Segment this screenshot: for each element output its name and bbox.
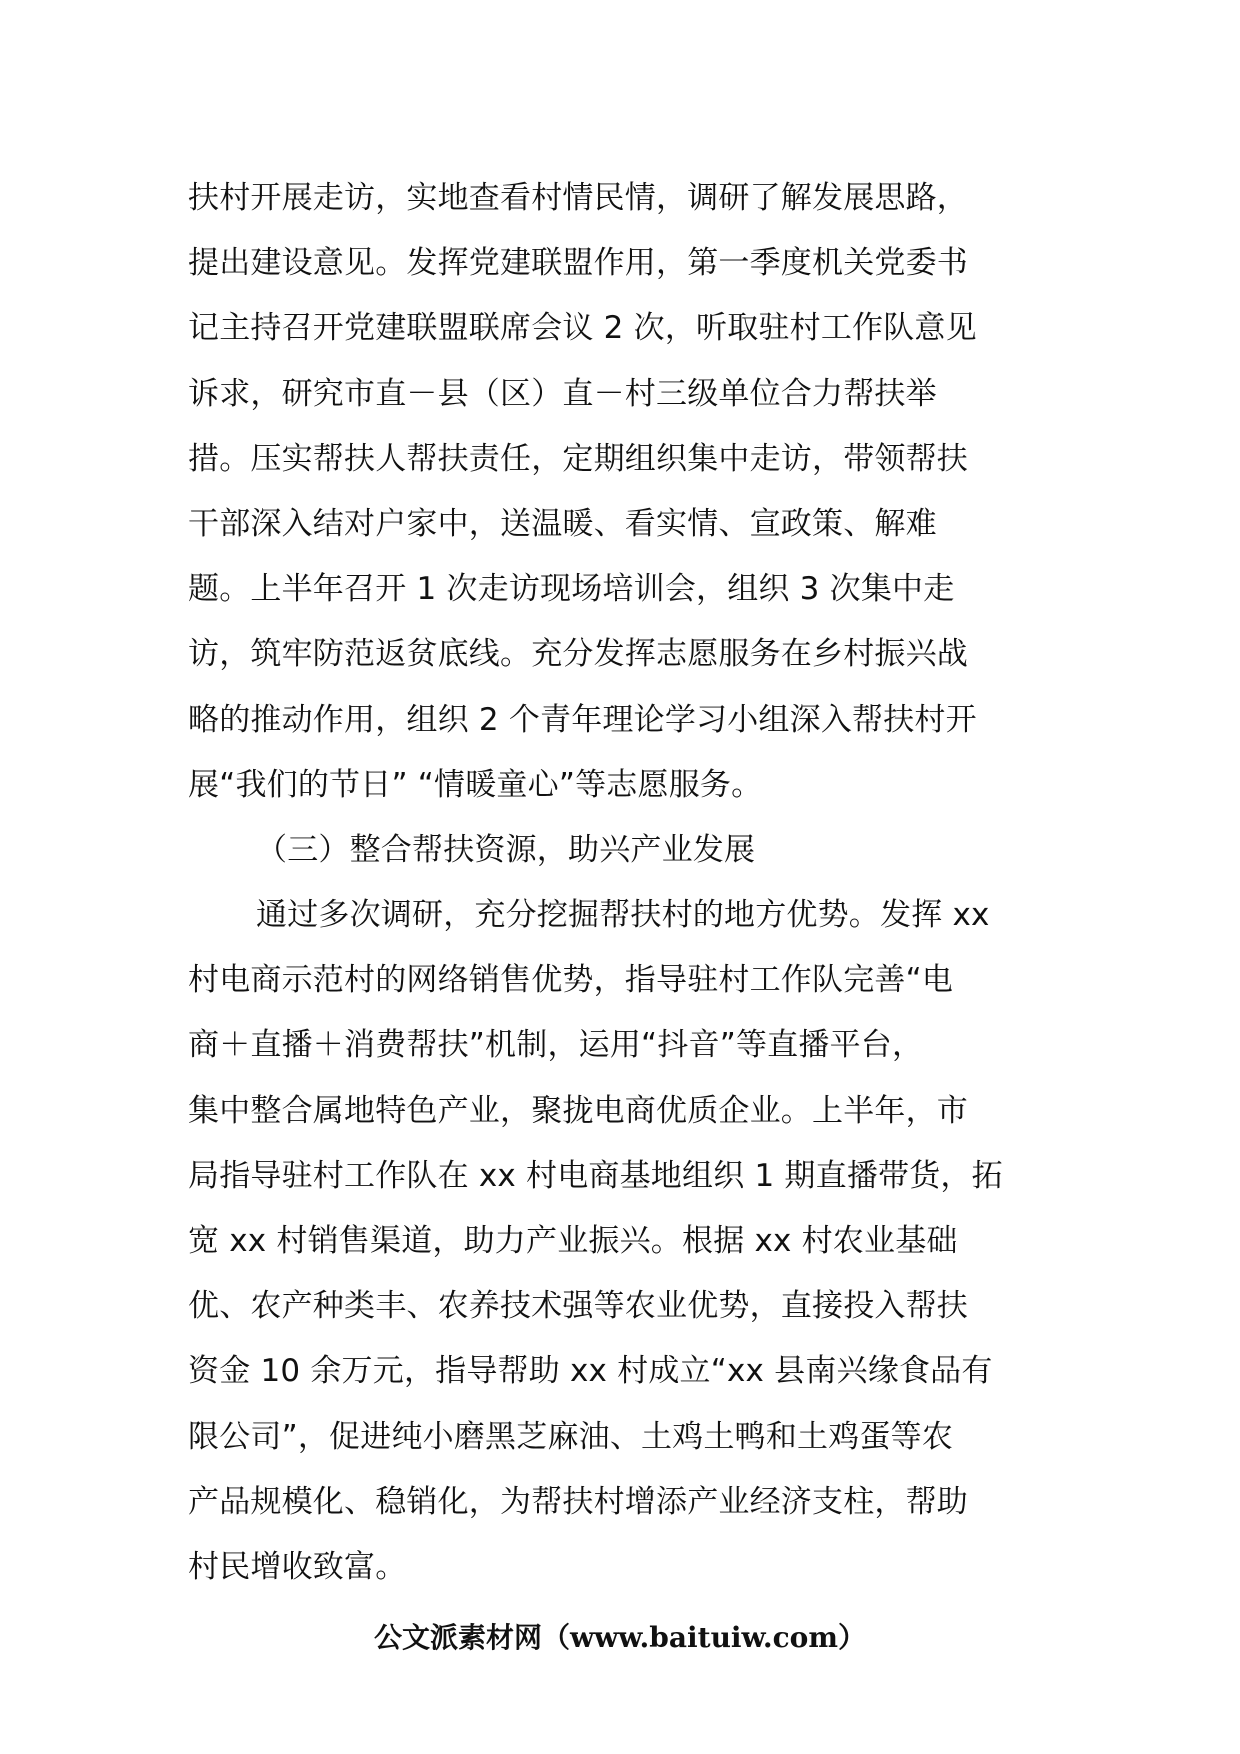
- paragraph-line: 限公司”，促进纯小磨黑芝麻油、土鸡土鸭和土鸡蛋等农: [188, 1418, 954, 1455]
- paragraph-1: [188, 166, 1060, 818]
- paragraph-line: 干部深入结对户家中，送温暖、看实情、宣政策、解难: [188, 505, 937, 542]
- paragraph-line: 题。上半年召开 1 次走访现场培训会，组织 3 次集中走: [188, 571, 955, 608]
- paragraph-line: 略的推动作用，组织 2 个青年理论学习小组深入帮扶村开: [188, 701, 977, 738]
- paragraph-line: 展“我们的节日” “情暖童心”等志愿服务。: [188, 766, 763, 803]
- paragraph-line: 局指导驻村工作队在 xx 村电商基地组织 1 期直播带货，拓: [188, 1157, 1003, 1194]
- paragraph-line: 措。压实帮扶人帮扶责任，定期组织集中走访，带领帮扶: [188, 440, 968, 477]
- paragraph-line: 集中整合属地特色产业，聚拢电商优质企业。上半年，市: [188, 1092, 968, 1129]
- paragraph-line: 宽 xx 村销售渠道，助力产业振兴。根据 xx 村农业基础: [188, 1223, 958, 1259]
- section-heading: （三）整合帮扶资源，助兴产业发展: [256, 831, 756, 868]
- paragraph-line: 访，筑牢防范返贫底线。充分发挥志愿服务在乡村振兴战: [188, 636, 968, 673]
- paragraph-line: 村民增收致富。: [188, 1548, 407, 1585]
- paragraph-line: 扶村开展走访，实地查看村情民情，调研了解发展思路，: [188, 180, 968, 216]
- paragraph-line: 诉求，研究市直－县（区）直－村三级单位合力帮扶举: [188, 375, 937, 412]
- page-footer: 公文派素材网（www.baituiw.com）: [374, 1621, 866, 1654]
- paragraph-line: 记主持召开党建联盟联席会议 2 次，听取驻村工作队意见: [188, 310, 977, 347]
- paragraph-2: [188, 883, 1060, 1600]
- paragraph-line: 提出建设意见。发挥党建联盟作用，第一季度机关党委书: [188, 245, 968, 282]
- paragraph-line: 资金 10 余万元，指导帮助 xx 村成立“xx 县南兴缘食品有: [188, 1353, 993, 1390]
- paragraph-line: 商＋直播＋消费帮扶”机制，运用“抖音”等直播平台，: [188, 1027, 924, 1064]
- document-body: [188, 166, 1060, 1600]
- paragraph-line: 产品规模化、稳销化，为帮扶村增添产业经济支柱，帮助: [188, 1483, 968, 1520]
- paragraph-line: 村电商示范村的网络销售优势，指导驻村工作队完善“电: [188, 962, 954, 999]
- paragraph-line: 优、农产种类丰、农养技术强等农业优势，直接投入帮扶: [188, 1288, 968, 1325]
- paragraph-line: 通过多次调研，充分挖掘帮扶村的地方优势。发挥 xx: [256, 897, 990, 934]
